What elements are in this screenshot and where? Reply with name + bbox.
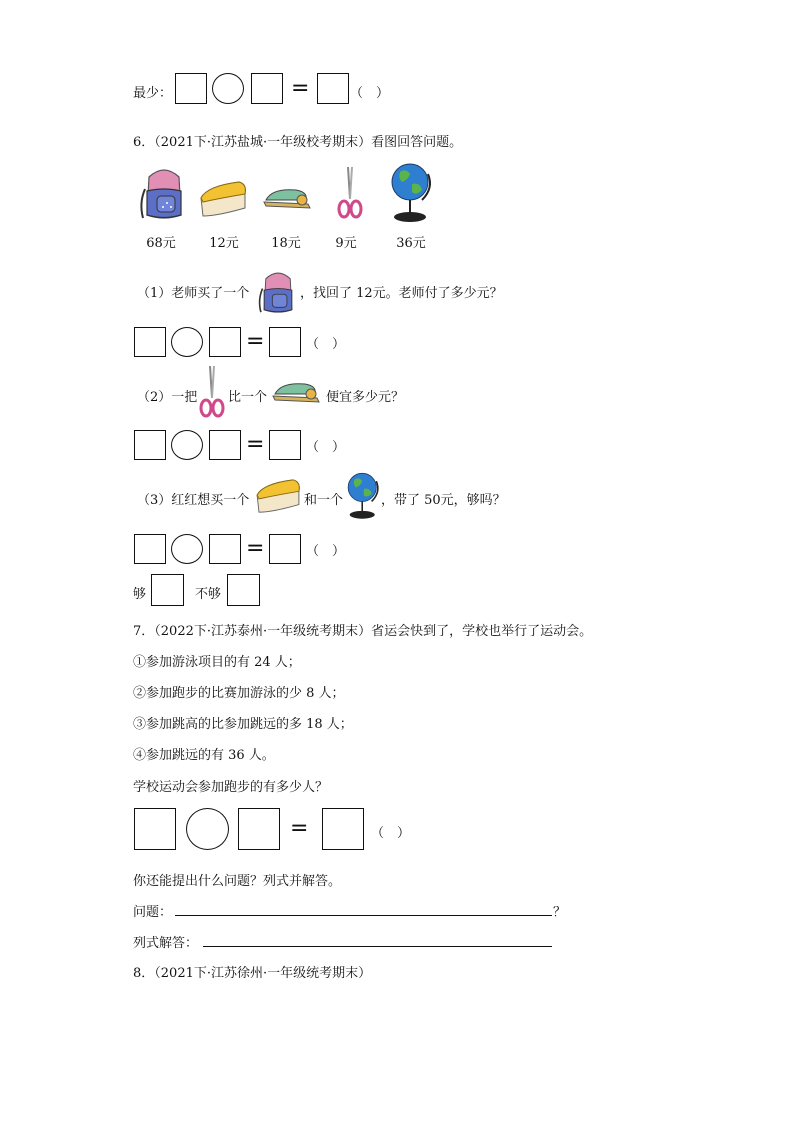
globe-icon xyxy=(345,471,381,521)
price-label: 68元 xyxy=(146,236,176,251)
solution-label: 列式解答： xyxy=(133,936,199,951)
q6-sub3-prefix: （3）红红想买一个 xyxy=(137,493,250,508)
answer-box[interactable] xyxy=(317,73,349,104)
price-label: 18元 xyxy=(271,236,301,251)
backpack-icon xyxy=(137,163,191,221)
answer-box[interactable] xyxy=(134,808,176,850)
q7-fact: ③参加跳高的比参加跳远的多 18 人； xyxy=(133,717,353,732)
q7-extra-prompt: 你还能提出什么问题？列式并解答。 xyxy=(133,874,342,889)
answer-box[interactable] xyxy=(269,534,301,564)
answer-box[interactable] xyxy=(134,430,166,460)
answer-box[interactable] xyxy=(134,327,166,357)
q7-fact: ①参加游泳项目的有 24 人； xyxy=(133,655,301,670)
pencil-case-icon xyxy=(197,180,249,220)
equals-sign: = xyxy=(246,536,265,561)
backpack-icon xyxy=(256,266,300,316)
q8-header: 8．（2021下·江苏徐州·一年级统考期末） xyxy=(133,966,372,981)
unit-paren[interactable]: （ ） xyxy=(306,544,346,559)
q7-question: 学校运动会参加跑步的有多少人？ xyxy=(133,780,329,795)
operator-circle[interactable] xyxy=(171,534,203,564)
unit-paren[interactable]: （ ） xyxy=(306,337,346,352)
not-enough-checkbox[interactable] xyxy=(227,574,260,606)
equals-sign: = xyxy=(246,432,265,457)
equals-sign: = xyxy=(290,816,309,841)
scissors-icon xyxy=(336,165,364,221)
q6-sub3-mid: 和一个 xyxy=(304,493,344,508)
problem-answer-line[interactable] xyxy=(175,915,552,916)
answer-box[interactable] xyxy=(269,327,301,357)
answer-box[interactable] xyxy=(322,808,364,850)
problem-question-mark: ？ xyxy=(553,905,567,920)
stapler-icon xyxy=(270,378,324,408)
q6-sub2-prefix: （2）一把 xyxy=(137,390,198,405)
enough-checkbox[interactable] xyxy=(151,574,184,606)
operator-circle[interactable] xyxy=(212,73,244,104)
operator-circle[interactable] xyxy=(186,808,229,850)
q6-header: 6．（2021下·江苏盐城·一年级校考期末）看图回答问题。 xyxy=(133,135,463,150)
problem-label: 问题： xyxy=(133,905,173,920)
equals-sign: = xyxy=(246,329,265,354)
q6-sub1-suffix: ，找回了 12元。老师付了多少元？ xyxy=(300,286,503,301)
equals-sign: = xyxy=(291,76,310,101)
least-label: 最少： xyxy=(133,86,173,101)
unit-paren[interactable]: （ ） xyxy=(371,826,411,841)
answer-box[interactable] xyxy=(251,73,283,104)
operator-circle[interactable] xyxy=(171,430,203,460)
q6-sub2-mid: 比一个 xyxy=(228,390,268,405)
answer-box[interactable] xyxy=(209,534,241,564)
q7-fact: ②参加跑步的比赛加游泳的少 8 人； xyxy=(133,686,345,701)
not-enough-label: 不够 xyxy=(195,587,222,602)
q7-fact: ④参加跳远的有 36 人。 xyxy=(133,748,275,763)
q7-header: 7．（2022下·江苏泰州·一年级统考期末）省运会快到了，学校也举行了运动会。 xyxy=(133,624,593,639)
q6-sub2-suffix: 便宜多少元？ xyxy=(326,390,405,405)
price-label: 12元 xyxy=(209,236,239,251)
q6-sub1-prefix: （1）老师买了一个 xyxy=(137,286,250,301)
globe-icon xyxy=(388,162,434,224)
q6-sub3-suffix: ，带了 50元，够吗？ xyxy=(381,493,506,508)
answer-box[interactable] xyxy=(209,430,241,460)
price-label: 9元 xyxy=(335,236,357,251)
stapler-icon xyxy=(262,184,314,214)
enough-label: 够 xyxy=(133,587,147,602)
unit-paren[interactable]: （ ） xyxy=(306,440,346,455)
price-label: 36元 xyxy=(396,236,426,251)
scissors-icon xyxy=(198,363,226,421)
answer-box[interactable] xyxy=(209,327,241,357)
pencil-case-icon xyxy=(253,478,303,516)
unit-paren[interactable]: （ ） xyxy=(350,86,390,101)
operator-circle[interactable] xyxy=(171,327,203,357)
solution-answer-line[interactable] xyxy=(203,946,552,947)
answer-box[interactable] xyxy=(175,73,207,104)
answer-box[interactable] xyxy=(238,808,280,850)
answer-box[interactable] xyxy=(269,430,301,460)
answer-box[interactable] xyxy=(134,534,166,564)
